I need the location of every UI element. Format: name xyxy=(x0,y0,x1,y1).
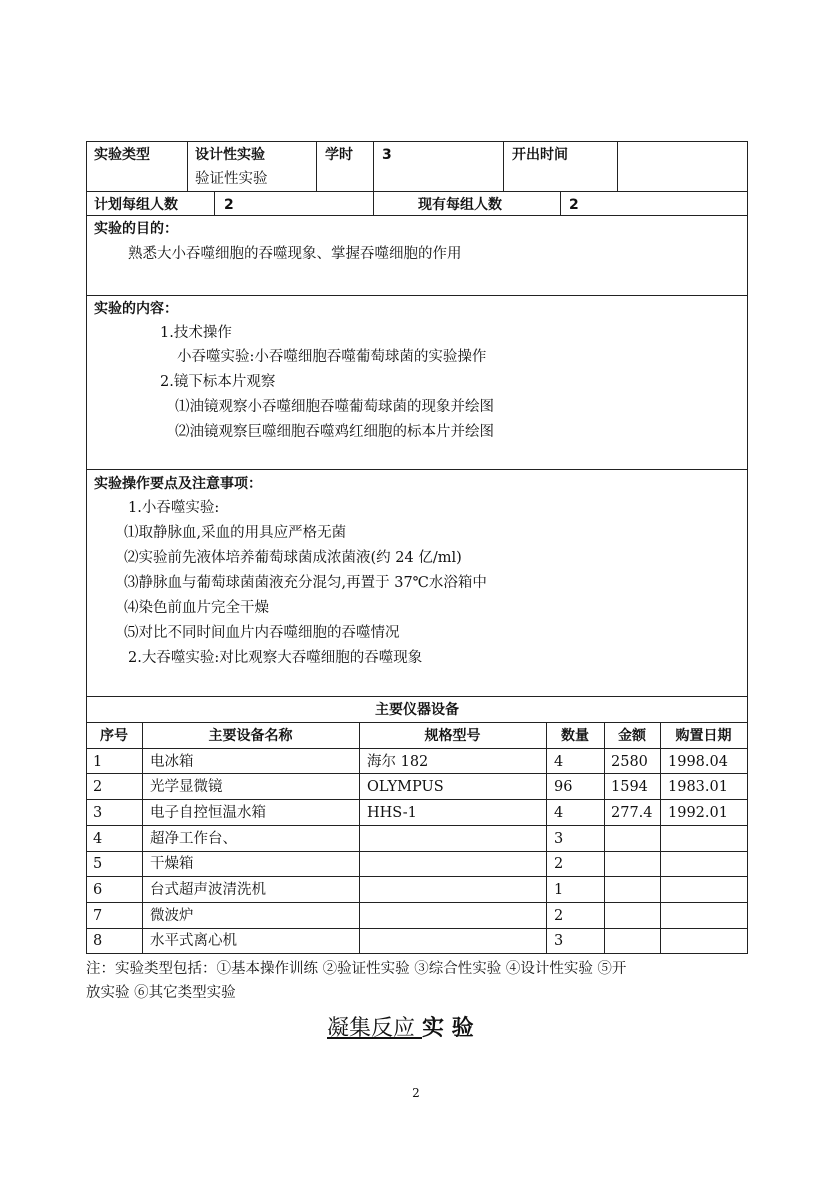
current-group-value: 2 xyxy=(569,197,579,213)
equip-cell: 超净工作台、 xyxy=(150,831,237,847)
notes-heading: 实验操作要点及注意事项： xyxy=(94,476,262,492)
hours-value: 3 xyxy=(382,147,392,163)
table-left-border xyxy=(86,141,87,954)
page-number: 2 xyxy=(412,1086,420,1100)
notes-line: ⑸对比不同时间血片内吞噬细胞的吞噬情况 xyxy=(124,625,400,641)
notes-line: ⑵实验前先液体培养葡萄球菌成浓菌液(约 24 亿/ml) xyxy=(124,550,462,566)
next-title-underlined: 凝集反应 xyxy=(327,1016,422,1041)
table-top-border xyxy=(86,141,748,142)
equip-cell: 1594 xyxy=(611,779,648,795)
equip-cell: 7 xyxy=(93,908,103,924)
equip-cell: 电冰箱 xyxy=(150,754,194,770)
equip-header-cell: 购置日期 xyxy=(675,728,732,744)
equip-header-cell: 数量 xyxy=(561,728,589,744)
next-title-bold: 实 验 xyxy=(422,1016,474,1041)
equip-cell: 台式超声波清洗机 xyxy=(150,882,266,898)
purpose-text: 熟悉大小吞噬细胞的吞噬现象、掌握吞噬细胞的作用 xyxy=(128,246,462,262)
equip-cell: 2 xyxy=(554,908,564,924)
equip-col-line xyxy=(359,722,360,953)
equip-cell: 4 xyxy=(93,831,103,847)
purpose-bottom xyxy=(86,295,748,296)
content-line: 小吞噬实验:小吞噬细胞吞噬葡萄球菌的实验操作 xyxy=(177,349,487,365)
row1-bottom xyxy=(86,191,748,192)
content-line: ⑴油镜观察小吞噬细胞吞噬葡萄球菌的现象并绘图 xyxy=(175,399,494,415)
purpose-heading: 实验的目的： xyxy=(94,221,178,237)
open-time-label: 开出时间 xyxy=(512,147,568,163)
equip-cell: 光学显微镜 xyxy=(150,779,223,795)
equip-header-cell: 金额 xyxy=(618,728,646,744)
equip-row-line xyxy=(86,902,748,903)
equip-cell: 5 xyxy=(93,856,103,872)
equip-header-cell: 规格型号 xyxy=(424,728,481,744)
equip-cell: 1983.01 xyxy=(668,779,728,795)
plan-group-value: 2 xyxy=(224,197,234,213)
footnote-line-2: 放实验 ⑥其它类型实验 xyxy=(86,985,236,1001)
equip-cell: 4 xyxy=(554,805,564,821)
equip-header-cell: 主要设备名称 xyxy=(208,728,293,744)
equip-cell: 3 xyxy=(554,933,564,949)
content-line: ⑵油镜观察巨噬细胞吞噬鸡红细胞的标本片并绘图 xyxy=(175,424,494,440)
row2-divider xyxy=(214,191,215,216)
equipment-title-bottom xyxy=(86,722,748,723)
equip-cell: 2 xyxy=(93,779,103,795)
equip-cell: OLYMPUS xyxy=(367,779,444,795)
equip-row-line xyxy=(86,748,748,749)
notes-line: ⑷染色前血片完全干燥 xyxy=(124,600,269,616)
row1-divider xyxy=(187,141,188,192)
equip-cell: 2580 xyxy=(611,754,648,770)
row2-bottom xyxy=(86,215,748,216)
equip-cell: 8 xyxy=(93,933,103,949)
table-right-border xyxy=(747,141,748,954)
equip-header-cell: 序号 xyxy=(100,728,128,744)
row1-divider xyxy=(373,141,374,216)
equip-row-line xyxy=(86,825,748,826)
footnote-line-1: 注：实验类型包括：①基本操作训练 ②验证性实验 ③综合性实验 ④设计性实验 ⑤开 xyxy=(86,961,627,977)
content-heading: 实验的内容： xyxy=(94,301,178,317)
equip-row-line xyxy=(86,851,748,852)
equip-cell: 微波炉 xyxy=(150,908,194,924)
hours-label: 学时 xyxy=(325,147,353,163)
content-bottom xyxy=(86,469,748,470)
equip-cell: 干燥箱 xyxy=(150,856,194,872)
equip-cell: 水平式离心机 xyxy=(150,933,237,949)
type-label: 实验类型 xyxy=(94,147,150,163)
equip-row-line xyxy=(86,799,748,800)
equip-row-line xyxy=(86,876,748,877)
row1-divider xyxy=(503,141,504,192)
next-title xyxy=(327,1014,474,1044)
equip-cell: 96 xyxy=(554,779,573,795)
equip-cell: 1 xyxy=(93,754,103,770)
equip-cell: 277.4 xyxy=(611,805,653,821)
notes-line: 2.大吞噬实验:对比观察大吞噬细胞的吞噬现象 xyxy=(128,650,423,666)
content-line: 1.技术操作 xyxy=(160,325,232,341)
row1-divider xyxy=(316,141,317,192)
equip-row-line xyxy=(86,773,748,774)
equipment-title: 主要仪器设备 xyxy=(375,702,459,718)
table-bottom-border xyxy=(86,953,748,954)
equip-cell: 1992.01 xyxy=(668,805,728,821)
row2-divider xyxy=(560,191,561,216)
equip-cell: 6 xyxy=(93,882,103,898)
equip-cell: 1998.04 xyxy=(668,754,728,770)
equip-col-line xyxy=(142,722,143,953)
equip-cell: 4 xyxy=(554,754,564,770)
type-value-design: 设计性实验 xyxy=(195,147,265,163)
equip-cell: 海尔 182 xyxy=(367,754,429,770)
row1-divider xyxy=(617,141,618,192)
equip-cell: HHS-1 xyxy=(367,805,417,821)
content-line: 2.镜下标本片观察 xyxy=(160,374,276,390)
equip-col-line xyxy=(660,722,661,953)
notes-bottom xyxy=(86,696,748,697)
plan-group-label: 计划每组人数 xyxy=(94,197,178,213)
equip-cell: 3 xyxy=(93,805,103,821)
equip-col-line xyxy=(604,722,605,953)
equip-cell: 3 xyxy=(554,831,564,847)
equip-col-line xyxy=(546,722,547,953)
equip-cell: 电子自控恒温水箱 xyxy=(150,805,266,821)
equip-cell: 1 xyxy=(554,882,564,898)
equip-row-line xyxy=(86,928,748,929)
notes-line: ⑶静脉血与葡萄球菌菌液充分混匀,再置于 37℃水浴箱中 xyxy=(124,575,487,591)
type-value-verify: 验证性实验 xyxy=(195,171,268,187)
current-group-label: 现有每组人数 xyxy=(418,197,502,213)
notes-line: 1.小吞噬实验: xyxy=(128,500,220,516)
equip-cell: 2 xyxy=(554,856,564,872)
notes-line: ⑴取静脉血,采血的用具应严格无菌 xyxy=(124,525,347,541)
